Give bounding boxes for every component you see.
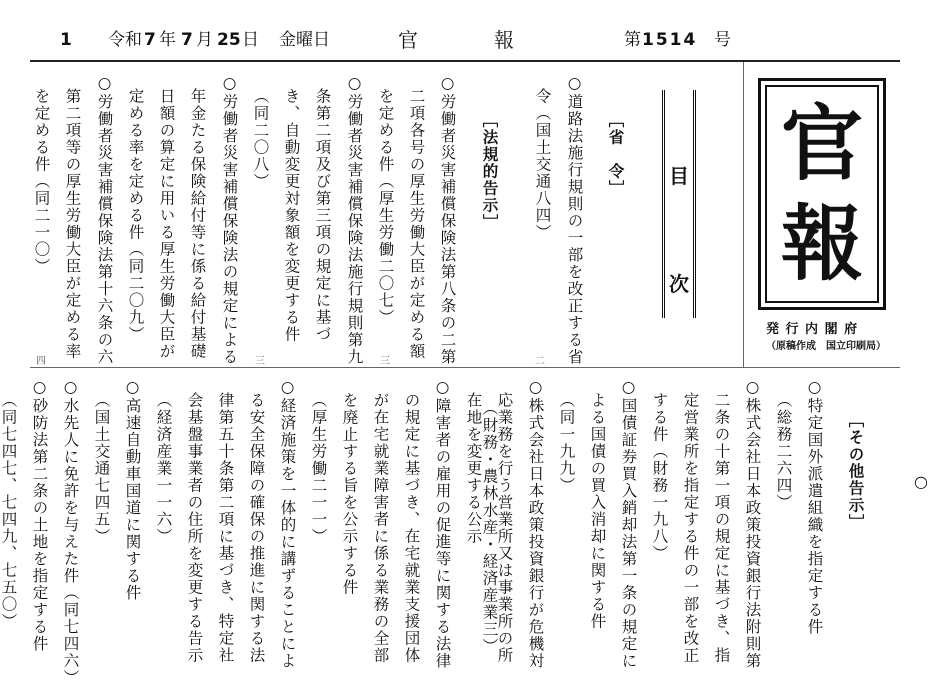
title-char-1: 官 — [398, 28, 418, 52]
toc-entry: ○砂防法第二条の土地を指定する件 — [30, 378, 49, 653]
toc-entry-cont: 令（国土交通八四） — [533, 88, 552, 241]
era-label: 令和 — [108, 30, 142, 50]
toc-entry: ○特定国外派遣組織を指定する件 — [805, 378, 824, 636]
toc-entry-cont: き、自動変更対象額を変更する件 — [282, 88, 301, 343]
toc-entry-cont: 在地を変更する公示 — [464, 392, 483, 545]
day-unit: 日 — [242, 30, 259, 50]
toc-entry-cont: （経済産業一一六） — [154, 392, 173, 545]
toc-entry-cont: （厚生労働二一一） — [309, 392, 328, 545]
issue-prefix: 第 — [624, 30, 641, 50]
toc-entry-cont: る安全保障の確保の推進に関する法 — [247, 392, 266, 664]
toc-entry-cont: 律第五十条第二項に基づき、特定社 — [216, 392, 235, 664]
toc-entry-cont: 日額の算定に用いる厚生労働大臣が — [157, 88, 176, 360]
day-number: 25 — [217, 30, 241, 50]
toc-heading-char-1: 目 — [669, 164, 689, 188]
toc-entry: ○国債証券買入銷却法第一条の規定に — [619, 378, 638, 670]
toc-entry-cont: を定める件（同二一〇） — [32, 88, 51, 275]
publisher-line: 発 行 内 閣 府 — [766, 322, 859, 337]
publisher-block — [766, 318, 898, 352]
toc-entry-cont: を廃止する旨を公示する件 — [340, 392, 359, 596]
page-number: 1 — [60, 30, 72, 50]
toc-entry: ○労働者災害補償保険法施行規則第九 — [345, 74, 364, 366]
toc-entry-cont: 応業務を行う営業所又は事業所の所 — [495, 392, 514, 664]
toc-entry-cont: （総務二六四） — [774, 392, 793, 511]
month-number: 7 — [181, 30, 193, 50]
toc-entry: ○道路法施行規則の一部を改正する省 — [565, 74, 584, 366]
month-unit: 月 — [196, 30, 213, 50]
toc-entry-cont: 会基盤事業者の住所を変更する告示 — [185, 392, 204, 664]
toc-entry-cont: 条第二項及び第三項の規定に基づ — [313, 88, 332, 343]
page-ref-mark: 三 — [380, 356, 390, 367]
toc-entry-cont: する件（財務一九八） — [650, 392, 669, 562]
page-ref-mark: 二 — [535, 356, 545, 367]
toc-section-heading: ［法規的告示］ — [480, 112, 500, 231]
toc-entry-cont: の規定に基づき、在宅就業支援団体 — [402, 392, 421, 664]
issue-suffix: 号 — [714, 30, 731, 50]
issue-number: 1514 — [642, 30, 698, 50]
toc-entry-ministry: （財務・農林水産・経済産業三） — [480, 400, 499, 655]
toc-entry-cont: を定める件（厚生労働二〇七） — [376, 88, 395, 326]
side-circle-mark: ○ — [914, 472, 928, 491]
masthead-header — [0, 0, 936, 62]
year-unit: 年 — [159, 30, 176, 50]
title-char-2: 報 — [494, 28, 514, 52]
year-number: 7 — [144, 30, 156, 50]
toc-entry-cont: 定める率を定める件（同二〇九） — [126, 88, 145, 343]
toc-entry-cont: （同二〇八） — [251, 88, 270, 190]
page-ref-mark: 四 — [36, 356, 46, 367]
toc-entry-cont: 二条の十第一項の規定に基づき、指 — [712, 392, 731, 664]
toc-heading-char-2: 次 — [669, 272, 689, 296]
toc-entry-cont: （同七四七、七四九、七五〇） — [0, 392, 18, 630]
header-rule — [30, 60, 900, 62]
toc-entry-cont: よる国債の買入消却に関する件 — [588, 392, 607, 630]
toc-entry: ○労働者災害補償保険法の規定による — [220, 74, 239, 366]
toc-entry: ○株式会社日本政策投資銀行法附則第 — [743, 378, 762, 670]
toc-heading-box — [662, 90, 696, 318]
logo-divider — [743, 62, 744, 367]
weekday-label: 金曜日 — [279, 30, 330, 50]
middle-rule — [30, 367, 900, 368]
toc-entry-cont: が在宅就業障害者に係る業務の全部 — [371, 392, 390, 664]
toc-entry-cont: 二項各号の厚生労働大臣が定める額 — [407, 88, 426, 360]
toc-entry: ○労働者災害補償保険法第八条の二第 — [438, 74, 457, 366]
toc-entry-cont: 定営業所を指定する件の一部を改正 — [681, 392, 700, 664]
logo-char-2: 報 — [780, 196, 863, 292]
toc-entry: ○経済施策を一体的に講ずることによ — [278, 378, 297, 670]
toc-entry: ○高速自動車国道に関する件 — [123, 378, 142, 602]
toc-entry-cont: 年金たる保険給付等に係る給付基礎 — [188, 88, 207, 360]
logo-char-1: 官 — [780, 96, 863, 192]
toc-entry-cont: （同一九九） — [557, 392, 576, 494]
publisher-credit: （原稿作成 国立印刷局） — [766, 341, 886, 352]
toc-entry: ○水先人に免許を与えた件（同七四六） — [61, 378, 80, 687]
toc-section-heading: ［省 令］ — [606, 112, 626, 197]
page-ref-mark: 三 — [255, 356, 265, 367]
kanpo-logo — [758, 78, 886, 310]
toc-entry-cont: （国土交通七四五） — [92, 392, 111, 545]
toc-entry-cont: 第二項等の厚生労働大臣が定める率 — [63, 88, 82, 360]
toc-entry: ○株式会社日本政策投資銀行が危機対 — [526, 378, 545, 670]
toc-entry: ○労働者災害補償保険法第十六条の六 — [95, 74, 114, 366]
toc-entry: ○障害者の雇用の促進等に関する法律 — [433, 378, 452, 670]
toc-section-heading: ［その他告示］ — [846, 412, 866, 531]
